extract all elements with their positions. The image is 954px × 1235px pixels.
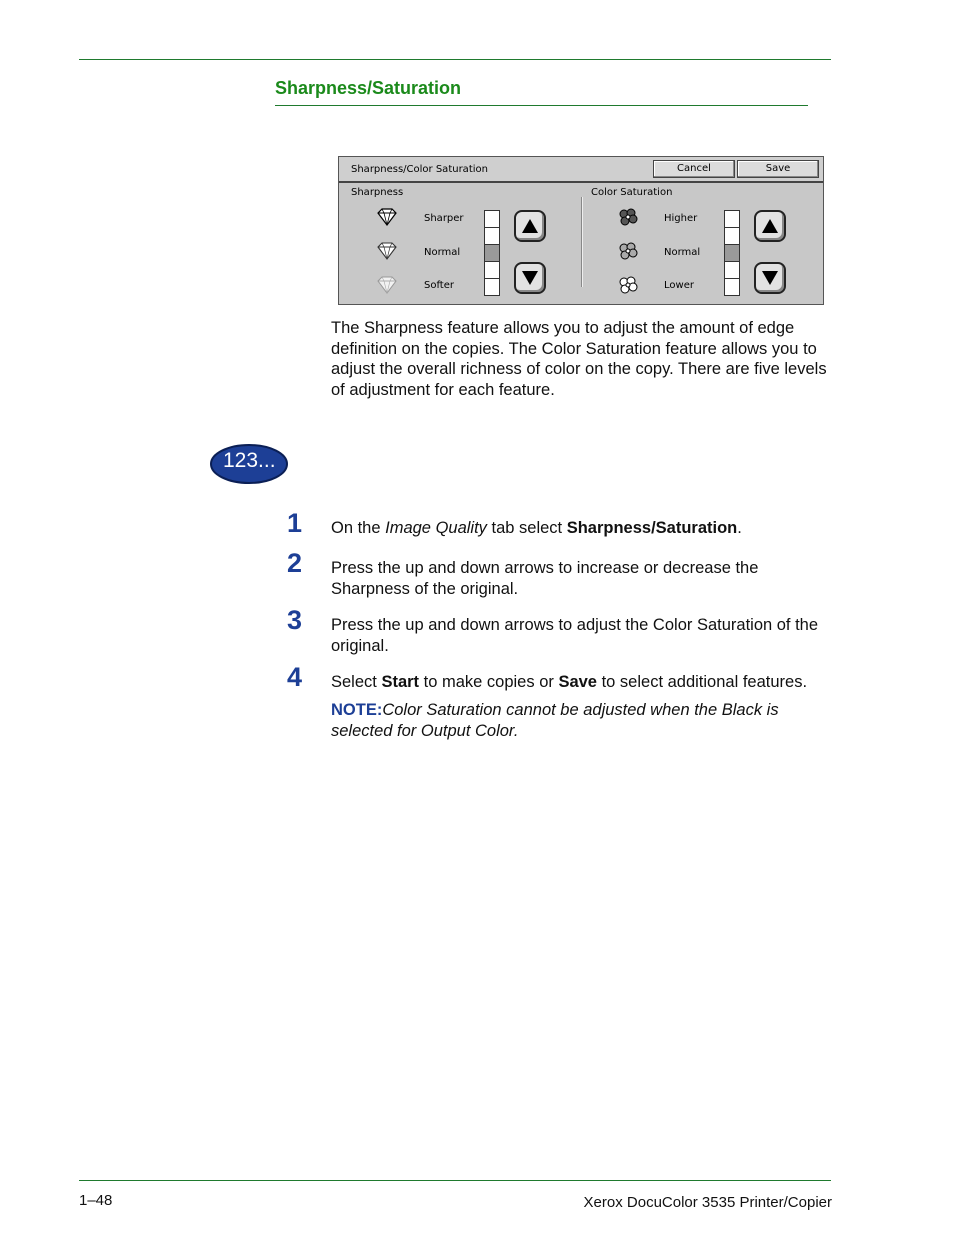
step-text-part: .	[737, 519, 742, 537]
step-text	[331, 672, 841, 693]
cancel-button[interactable]: Cancel	[653, 160, 735, 178]
flower-icon	[616, 207, 640, 227]
sharpness-down-button[interactable]	[514, 262, 546, 294]
level-cell	[725, 262, 739, 279]
note-text: Color Saturation cannot be adjusted when the Black is selected for Output Color.	[331, 701, 779, 740]
step-text: Press the up and down arrows to adjust the Color Saturation of the original.	[331, 616, 819, 655]
product-name: Xerox DocuColor 3535 Printer/Copier	[583, 1194, 832, 1211]
level-cell-active	[485, 245, 499, 262]
flower-icon	[616, 241, 640, 261]
diamond-icon	[375, 241, 399, 261]
step-number: 1	[287, 508, 303, 538]
level-cell	[485, 262, 499, 279]
sharpness-group-label: Sharpness	[351, 187, 404, 198]
section-title-underline	[275, 105, 808, 106]
level-cell	[725, 211, 739, 228]
saturation-option-lower: Lower	[664, 280, 694, 291]
sharpness-level-indicator	[484, 210, 500, 296]
section-title: Sharpness/Saturation	[275, 78, 462, 98]
arrow-up-icon	[761, 217, 779, 235]
diamond-icon	[375, 275, 399, 295]
save-button[interactable]: Save	[737, 160, 819, 178]
note	[331, 700, 811, 742]
group-divider	[581, 197, 582, 287]
steps-badge	[209, 443, 289, 485]
step-number: 4	[287, 662, 303, 692]
steps-badge-text: 123...	[223, 449, 276, 472]
step-text-strong: Save	[558, 673, 597, 691]
step-text-part: to make copies or	[419, 673, 559, 691]
step-text-part: tab select	[486, 519, 567, 537]
step-text	[331, 518, 841, 539]
intro-paragraph: The Sharpness feature allows you to adjust the amount of edge definition on the copies. The Color Saturation feature allows you to adjust the overall richness of color on the copy. There are five levels of adjustment for each feature.	[331, 319, 827, 399]
step-text: Press the up and down arrows to increase or decrease the Sharpness of the original.	[331, 559, 759, 598]
saturation-option-normal: Normal	[664, 247, 701, 258]
sharpness-option-normal: Normal	[424, 247, 461, 258]
arrow-up-icon	[521, 217, 539, 235]
level-cell	[725, 279, 739, 295]
level-cell-active	[725, 245, 739, 262]
saturation-option-higher: Higher	[664, 213, 698, 224]
saturation-down-button[interactable]	[754, 262, 786, 294]
screen-title: Sharpness/Color Saturation	[351, 164, 488, 175]
header-rule	[79, 59, 831, 60]
sharpness-option-softer: Softer	[424, 280, 454, 291]
step-number: 2	[287, 548, 303, 578]
level-cell	[485, 211, 499, 228]
flower-icon	[616, 275, 640, 295]
level-cell	[725, 228, 739, 245]
note-label: NOTE:	[331, 701, 383, 719]
step-text-part: On the	[331, 519, 386, 537]
step-number: 3	[287, 605, 303, 635]
level-cell	[485, 279, 499, 295]
step-text-part: Select	[331, 673, 382, 691]
saturation-level-indicator	[724, 210, 740, 296]
sharpness-up-button[interactable]	[514, 210, 546, 242]
page-number: 1–48	[79, 1192, 113, 1209]
level-cell	[485, 228, 499, 245]
step-text-part: to select additional features.	[597, 673, 808, 691]
sharpness-saturation-screen	[338, 156, 824, 305]
footer-rule	[79, 1180, 831, 1181]
sharpness-option-sharper: Sharper	[424, 213, 464, 224]
diamond-icon	[375, 207, 399, 227]
step-text-emphasis: Image Quality	[385, 519, 487, 537]
step-text-strong: Start	[381, 673, 420, 691]
screen-titlebar	[339, 157, 823, 183]
arrow-down-icon	[521, 269, 539, 287]
saturation-up-button[interactable]	[754, 210, 786, 242]
saturation-group-label: Color Saturation	[591, 187, 673, 198]
arrow-down-icon	[761, 269, 779, 287]
step-text-strong: Sharpness/Saturation	[566, 519, 738, 537]
